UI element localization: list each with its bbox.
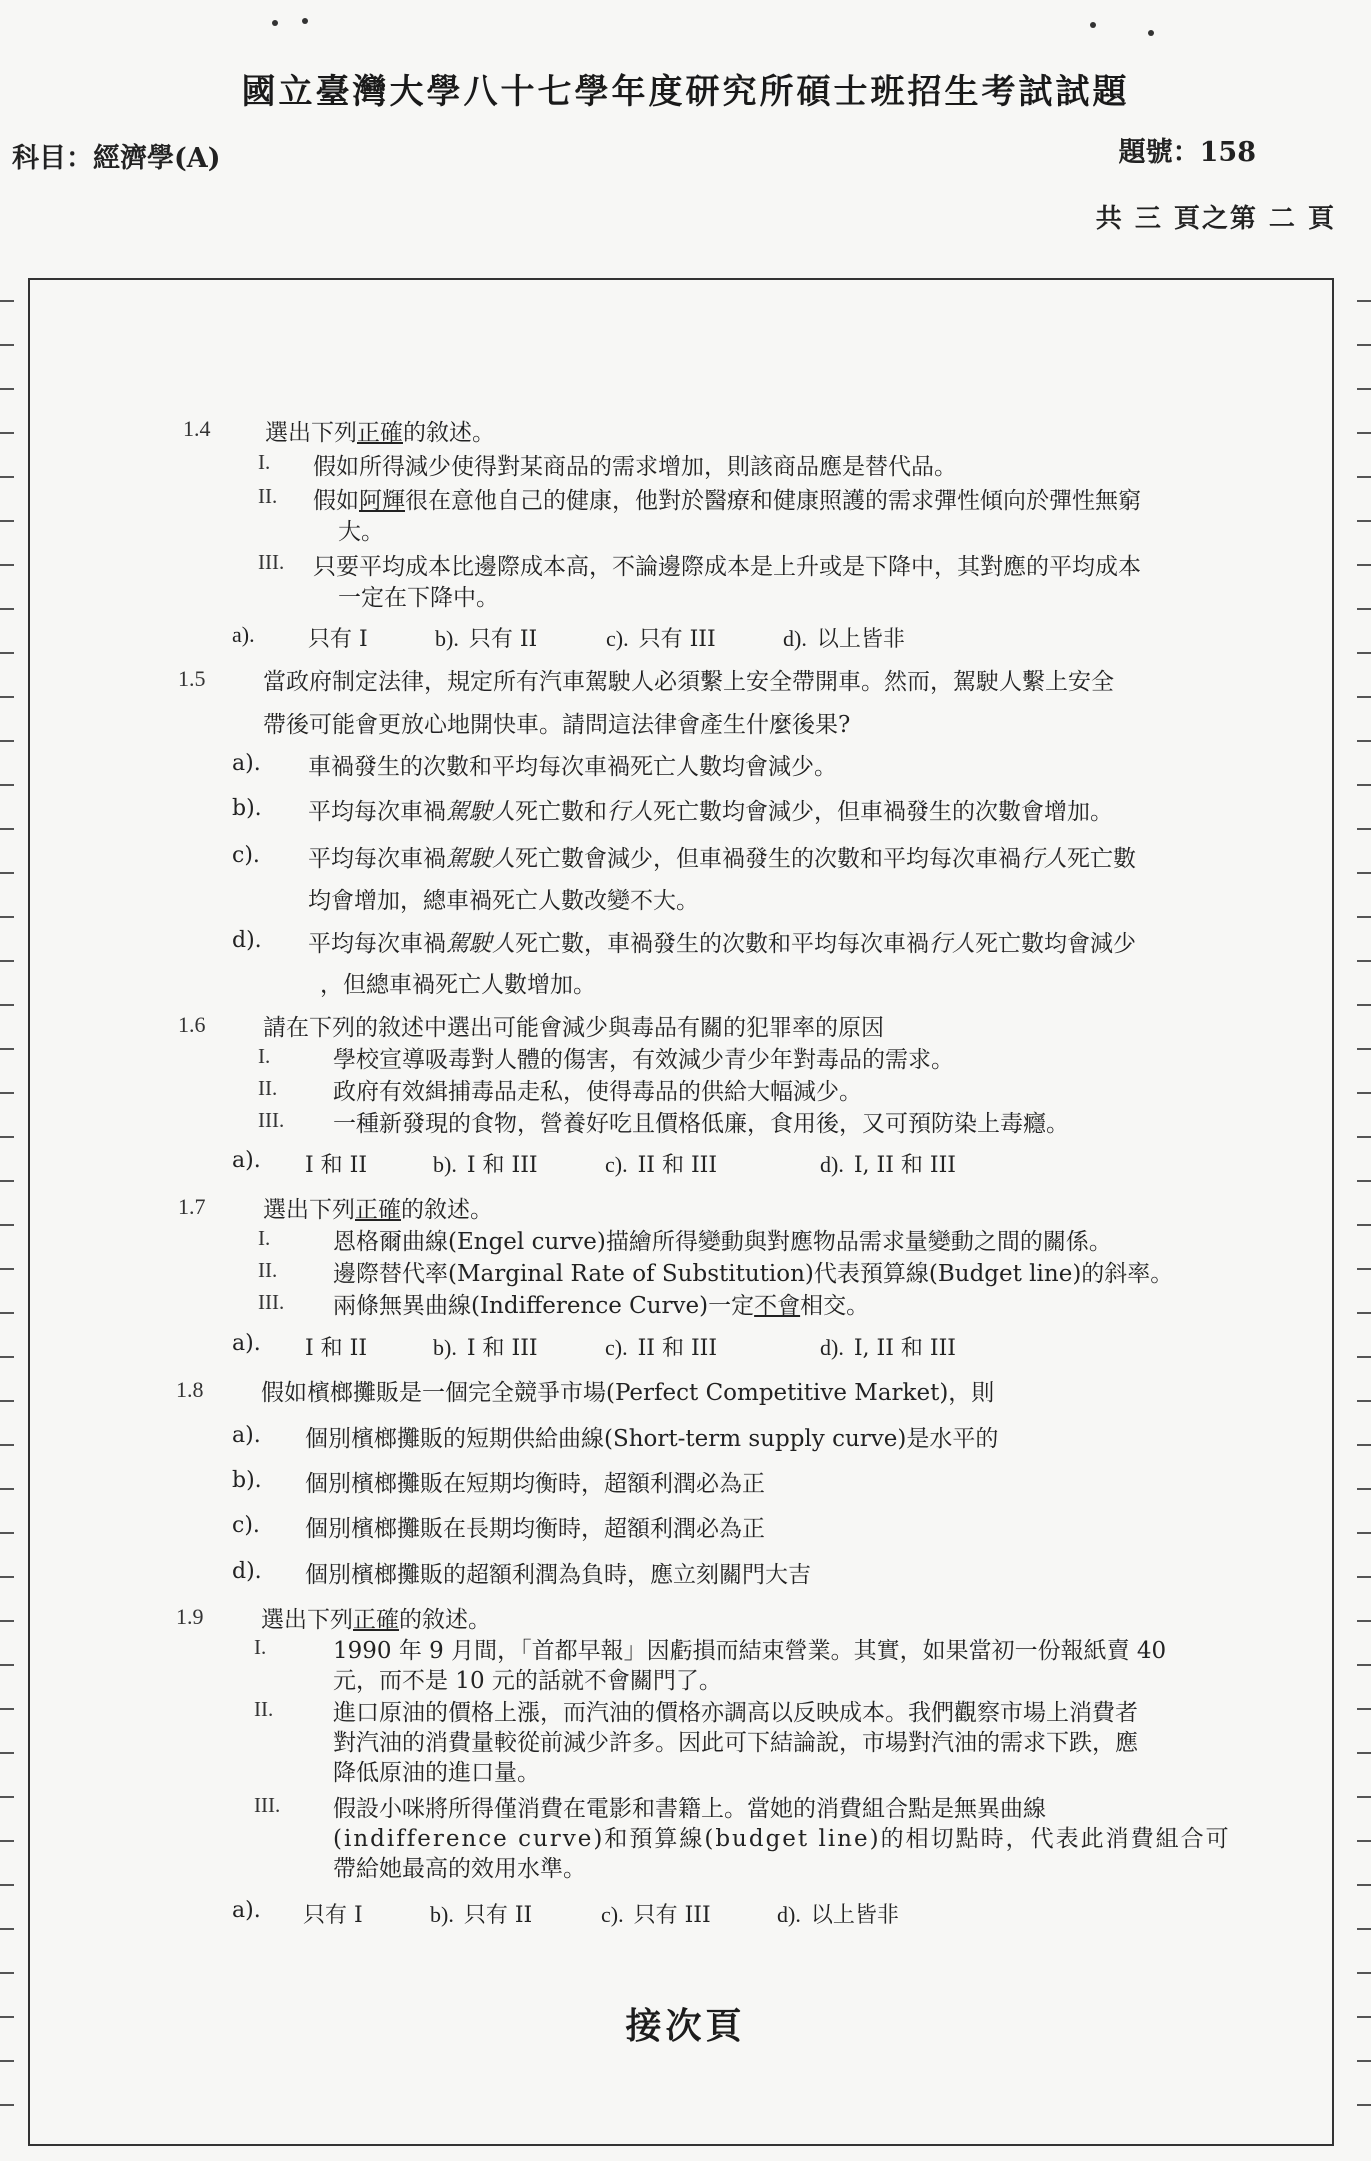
option-italic: 駕駛人: [446, 846, 515, 872]
option-letter: d).: [820, 1152, 844, 1177]
margin-tick: [1357, 1972, 1371, 1974]
margin-tick: [0, 1092, 14, 1094]
exam-title: 國立臺灣大學八十七學年度研究所碩士班招生考試試題: [241, 72, 1130, 112]
margin-tick: [1357, 916, 1371, 918]
margin-tick: [1357, 960, 1371, 962]
margin-tick: [0, 1004, 14, 1006]
option-letter: c).: [605, 1152, 628, 1177]
option-letter: c).: [606, 626, 629, 651]
margin-tick: [1357, 1048, 1371, 1050]
option-text: II 和 III: [637, 1153, 718, 1178]
margin-tick: [0, 740, 14, 742]
option-text: 平均每次車禍: [308, 799, 446, 825]
option-letter: d).: [820, 1335, 844, 1360]
margin-tick: [0, 1928, 14, 1930]
margin-tick: [0, 476, 14, 478]
statement-text: 很在意他自己的健康，他對於醫療和健康照護的需求彈性傾向於彈性無窮: [405, 488, 1141, 514]
margin-tick: [1357, 652, 1371, 654]
margin-tick: [1357, 344, 1371, 346]
margin-tick: [1357, 1796, 1371, 1798]
option-text: 以上皆非: [810, 1903, 899, 1928]
option-text: 死亡數會減少，但車禍發生的次數和平均每次車禍: [515, 846, 1021, 872]
question-stem: [261, 1601, 491, 1634]
option-text: 以上皆非: [816, 627, 905, 652]
option-c: [308, 840, 1136, 873]
option-b: 個別檳榔攤販在短期均衡時，超額利潤必為正: [305, 1471, 765, 1497]
next-page-note: 接次頁: [625, 2005, 746, 2047]
statement-marker: I.: [258, 1044, 271, 1068]
option-text: 只有 III: [638, 627, 716, 652]
margin-tick: [1357, 2060, 1371, 2062]
statement-ii: 邊際替代率(Marginal Rate of Substitution)代表預算線(Budget line)的斜率。: [333, 1261, 1174, 1287]
margin-tick: [1357, 520, 1371, 522]
statement-ii-continued: 大。: [338, 519, 384, 545]
margin-tick: [0, 872, 14, 874]
option-d: [777, 1898, 899, 1929]
margin-tick: [1357, 608, 1371, 610]
margin-tick: [1357, 1092, 1371, 1094]
margin-tick: [0, 344, 14, 346]
statement-iii-continued: 帶給她最高的效用水準。: [333, 1856, 586, 1882]
option-a: I 和 II: [305, 1153, 368, 1178]
margin-tick: [0, 1796, 14, 1798]
margin-tick: [0, 1576, 14, 1578]
option-a-letter: a).: [232, 751, 261, 776]
scan-speck: [302, 18, 308, 24]
margin-tick: [1357, 2104, 1371, 2106]
statement-i: 假如所得減少使得對某商品的需求增加，則該商品應是替代品。: [313, 454, 957, 480]
margin-tick: [0, 1620, 14, 1622]
margin-tick: [0, 520, 14, 522]
statement-underlined: 阿輝: [359, 488, 405, 514]
margin-tick: [0, 1840, 14, 1842]
option-letter: b).: [433, 1152, 457, 1177]
margin-tick: [0, 916, 14, 918]
subject-label: 科目：經濟學(A): [12, 143, 221, 174]
option-letter: d).: [777, 1902, 801, 1927]
statement-marker: II.: [258, 1258, 278, 1282]
stem-text: 的敘述。: [401, 1197, 493, 1223]
statement-marker: II.: [258, 1076, 278, 1100]
option-b-letter: b).: [232, 1468, 262, 1493]
option-c-letter: c).: [232, 1513, 260, 1538]
question-number-label: 1.7: [178, 1194, 206, 1219]
statement-text: 兩條無異曲線(Indifference Curve)一定: [333, 1293, 755, 1319]
margin-tick: [1357, 1356, 1371, 1358]
statement-i: 恩格爾曲線(Engel curve)描繪所得變動與對應物品需求量變動之間的關係。: [333, 1229, 1112, 1255]
question-number-label: 1.5: [178, 666, 206, 691]
margin-tick: [1357, 300, 1371, 302]
margin-tick: [0, 1048, 14, 1050]
option-b: [433, 1331, 538, 1362]
margin-tick: [0, 1532, 14, 1534]
statement-marker: I.: [254, 1635, 267, 1659]
margin-tick: [0, 828, 14, 830]
margin-tick: [1357, 1136, 1371, 1138]
margin-tick: [1357, 1004, 1371, 1006]
option-text: 只有 III: [633, 1903, 711, 1928]
margin-tick: [0, 652, 14, 654]
margin-tick: [1357, 1620, 1371, 1622]
margin-tick: [1357, 696, 1371, 698]
option-a: 只有 I: [303, 1903, 363, 1928]
question-number-label: 1.6: [178, 1012, 206, 1037]
question-number: 題號：158: [1118, 137, 1256, 168]
option-text: 死亡數，車禍發生的次數和平均每次車禍: [515, 931, 929, 957]
option-b: [435, 622, 537, 653]
statement-ii: 政府有效緝捕毒品走私，使得毒品的供給大幅減少。: [333, 1079, 862, 1105]
stem-text: 選出下列: [261, 1607, 353, 1633]
question-number-label: 1.8: [176, 1377, 204, 1402]
question-stem: 請在下列的敘述中選出可能會減少與毒品有關的犯罪率的原因: [263, 1015, 884, 1041]
option-italic: 行人: [607, 799, 653, 825]
margin-tick: [1357, 564, 1371, 566]
option-a: 車禍發生的次數和平均每次車禍死亡人數均會減少。: [308, 754, 837, 780]
margin-tick: [1357, 1884, 1371, 1886]
question-stem-continued: 帶後可能會更放心地開快車。請問這法律會產生什麼後果?: [263, 712, 851, 738]
option-letter: b).: [435, 626, 459, 651]
margin-tick: [1357, 432, 1371, 434]
scan-speck: [1148, 30, 1154, 36]
margin-tick: [0, 1488, 14, 1490]
statement-ii-continued: 對汽油的消費量較從前減少許多。因此可下結論說，市場對汽油的需求下跌，應: [333, 1730, 1138, 1756]
margin-tick: [0, 960, 14, 962]
margin-tick: [0, 1180, 14, 1182]
margin-tick: [1357, 784, 1371, 786]
statement-i-continued: 元，而不是 10 元的話就不會關門了。: [333, 1668, 722, 1694]
margin-tick: [0, 388, 14, 390]
margin-tick: [1357, 1576, 1371, 1578]
option-italic: 駕駛人: [446, 931, 515, 957]
margin-tick: [1357, 1444, 1371, 1446]
margin-tick: [1357, 1708, 1371, 1710]
option-c: [605, 1331, 717, 1362]
statement-iii-continued: 一定在下降中。: [338, 585, 499, 611]
margin-tick: [1357, 476, 1371, 478]
right-margin-ticks: [1357, 300, 1371, 2140]
question-stem: 當政府制定法律，規定所有汽車駕駛人必須繫上安全帶開車。然而，駕駛人繫上安全: [263, 669, 1114, 695]
option-d-letter: d).: [232, 928, 262, 953]
margin-tick: [1357, 1840, 1371, 1842]
margin-tick: [1357, 740, 1371, 742]
option-letter: c).: [601, 1902, 624, 1927]
margin-tick: [1357, 1928, 1371, 1930]
statement-marker: II.: [258, 484, 278, 508]
margin-tick: [1357, 1312, 1371, 1314]
option-a-letter: a).: [232, 1423, 261, 1448]
option-c: [605, 1148, 717, 1179]
stem-text: 的敘述。: [399, 1607, 491, 1633]
option-text: I 和 III: [466, 1336, 538, 1361]
margin-tick: [0, 2104, 14, 2106]
statement-iii: 只要平均成本比邊際成本高，不論邊際成本是上升或是下降中，其對應的平均成本: [313, 554, 1141, 580]
option-text: I 和 III: [466, 1153, 538, 1178]
margin-tick: [1357, 388, 1371, 390]
margin-tick: [1357, 1532, 1371, 1534]
margin-tick: [0, 1972, 14, 1974]
page-info: 共 三 頁之第 二 頁: [1095, 204, 1336, 234]
option-a-text: 只有 I: [308, 627, 368, 652]
option-b: [433, 1148, 538, 1179]
statement-marker: II.: [254, 1697, 274, 1721]
margin-tick: [0, 1136, 14, 1138]
option-text: 死亡數均會減少，但車禍發生的次數會增加。: [653, 799, 1113, 825]
option-text: 平均每次車禍: [308, 931, 446, 957]
option-d: [820, 1331, 956, 1362]
option-italic: 駕駛人: [446, 799, 515, 825]
stem-text: 的敘述。: [403, 420, 495, 446]
option-a: I 和 II: [305, 1336, 368, 1361]
margin-tick: [1357, 872, 1371, 874]
option-letter: a).: [232, 622, 255, 647]
statement-i: 學校宣導吸毒對人體的傷害，有效減少青少年對毒品的需求。: [333, 1047, 954, 1073]
option-b: [430, 1898, 532, 1929]
margin-tick: [0, 1312, 14, 1314]
stem-text: 選出下列: [265, 420, 357, 446]
margin-tick: [1357, 828, 1371, 830]
option-a-letter: a).: [232, 1148, 261, 1173]
margin-tick: [0, 1664, 14, 1666]
margin-tick: [1357, 1664, 1371, 1666]
option-c: [601, 1898, 711, 1929]
margin-tick: [0, 608, 14, 610]
option-text: 只有 II: [463, 1903, 533, 1928]
option-letter: c).: [605, 1335, 628, 1360]
statement-i: 1990 年 9 月間，「首都早報」因虧損而結束營業。其實，如果當初一份報紙賣 40: [333, 1638, 1167, 1664]
option-a: 個別檳榔攤販的短期供給曲線(Short-term supply curve)是水平的: [305, 1426, 999, 1452]
margin-tick: [0, 432, 14, 434]
option-text: I, II 和 III: [853, 1153, 956, 1178]
option-text: I, II 和 III: [853, 1336, 956, 1361]
scan-speck: [272, 20, 278, 26]
option-text: 死亡數: [1067, 846, 1136, 872]
option-letter: d).: [783, 626, 807, 651]
option-a-letter: a).: [232, 1898, 261, 1923]
option-italic: 行人: [1021, 846, 1067, 872]
margin-tick: [0, 2060, 14, 2062]
statement-marker: I.: [258, 1226, 271, 1250]
margin-tick: [1357, 1752, 1371, 1754]
option-b-letter: b).: [232, 796, 262, 821]
statement-text: 假如: [313, 488, 359, 514]
statement-marker: III.: [258, 1108, 285, 1132]
margin-tick: [0, 1356, 14, 1358]
option-b: [308, 793, 1113, 826]
question-stem: [265, 414, 495, 447]
statement-ii-continued: 降低原油的進口量。: [333, 1760, 540, 1786]
statement-marker: III.: [258, 550, 285, 574]
option-d: [783, 622, 905, 653]
option-c-continued: 均會增加，總車禍死亡人數改變不大。: [308, 888, 699, 914]
margin-tick: [0, 1224, 14, 1226]
margin-tick: [1357, 1224, 1371, 1226]
stem-underlined: 正確: [353, 1607, 399, 1633]
statement-marker: III.: [254, 1793, 281, 1817]
option-d: 個別檳榔攤販的超額利潤為負時，應立刻關門大吉: [305, 1562, 811, 1588]
margin-tick: [0, 1444, 14, 1446]
option-text: II 和 III: [637, 1336, 718, 1361]
option-italic: 行人: [929, 931, 975, 957]
margin-tick: [0, 1708, 14, 1710]
statement-iii: 一種新發現的食物，營養好吃且價格低廉，食用後，又可預防染上毒癮。: [333, 1111, 1069, 1137]
stem-underlined: 正確: [357, 420, 403, 446]
option-a-letter: a).: [232, 1331, 261, 1356]
statement-marker: I.: [258, 450, 271, 474]
stem-underlined: 正確: [355, 1197, 401, 1223]
statement-iii: [333, 1287, 869, 1320]
statement-ii: 進口原油的價格上漲，而汽油的價格亦調高以反映成本。我們觀察市場上消費者: [333, 1700, 1138, 1726]
margin-tick: [0, 1752, 14, 1754]
statement-text: 相交。: [800, 1293, 870, 1319]
option-d: [820, 1148, 956, 1179]
left-margin-ticks: [0, 300, 14, 2140]
statement-marker: III.: [258, 1290, 285, 1314]
statement-iii: 假設小咪將所得僅消費在電影和書籍上。當她的消費組合點是無異曲線: [333, 1796, 1046, 1822]
question-number-label: 1.9: [176, 1604, 204, 1629]
margin-tick: [0, 1884, 14, 1886]
option-d-letter: d).: [232, 1559, 262, 1584]
margin-tick: [0, 300, 14, 302]
option-c-letter: c).: [232, 843, 260, 868]
question-number-label: 1.4: [183, 416, 211, 441]
statement-underlined: 不會: [754, 1293, 801, 1319]
option-letter: b).: [433, 1335, 457, 1360]
margin-tick: [0, 564, 14, 566]
option-d-continued: ，但總車禍死亡人數增加。: [320, 972, 596, 998]
option-text: 平均每次車禍: [308, 846, 446, 872]
margin-tick: [1357, 1180, 1371, 1182]
option-text: 死亡數和: [515, 799, 607, 825]
margin-tick: [0, 1268, 14, 1270]
margin-tick: [0, 784, 14, 786]
margin-tick: [0, 696, 14, 698]
option-text: 死亡數均會減少: [975, 931, 1136, 957]
margin-tick: [1357, 1268, 1371, 1270]
option-c: [606, 622, 716, 653]
margin-tick: [0, 1400, 14, 1402]
option-c: 個別檳榔攤販在長期均衡時，超額利潤必為正: [305, 1516, 765, 1542]
option-d: [308, 925, 1136, 958]
margin-tick: [1357, 1488, 1371, 1490]
option-text: 只有 II: [468, 627, 538, 652]
option-letter: b).: [430, 1902, 454, 1927]
scan-speck: [1090, 22, 1096, 28]
margin-tick: [1357, 1400, 1371, 1402]
option-a: [232, 622, 265, 648]
question-stem: [263, 1191, 493, 1224]
question-stem: 假如檳榔攤販是一個完全競爭市場(Perfect Competitive Market)，則: [261, 1380, 995, 1406]
statement-ii: [313, 482, 1141, 515]
statement-iii-continued: (indifference curve)和預算線(budget line)的相切點時，代表此消費組合可: [333, 1826, 1231, 1852]
stem-text: 選出下列: [263, 1197, 355, 1223]
